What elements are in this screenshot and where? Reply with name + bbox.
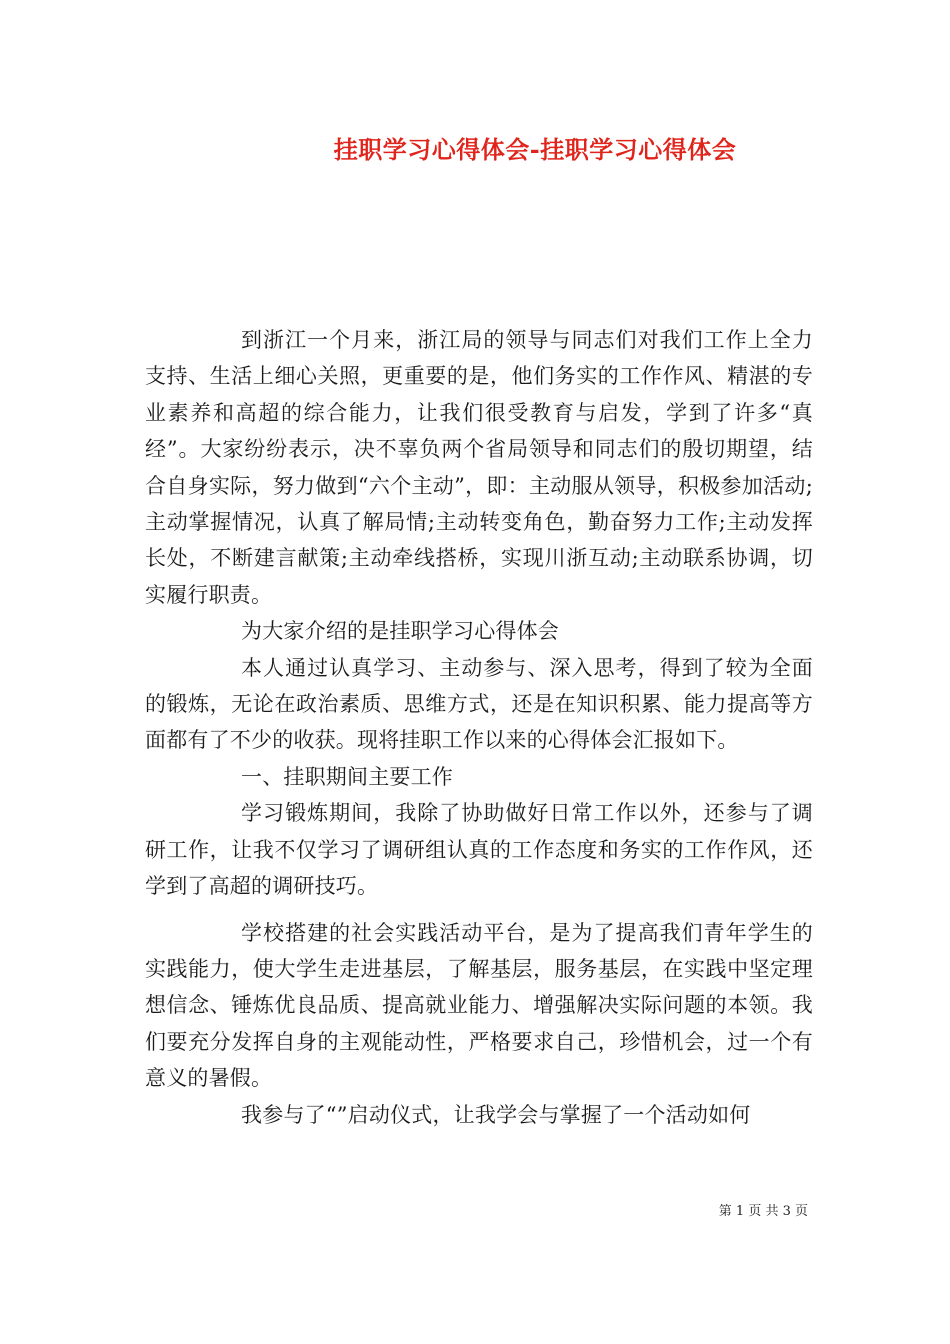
paragraph-practice: 学校搭建的社会实践活动平台，是为了提高我们青年学生的实践能力，使大学生走进基层，了解基层，服务基层，在实践中坚定理想信念、锤炼优良品质、提高就业能力、增强解决实际问题的本领。我们要充分发挥自身的主观能动性，严格要求自己，珍惜机会，过一个有意义的暑假。 (145, 920, 813, 1091)
paragraph-ceremony: 我参与了“”启动仪式，让我学会与掌握了一个活动如何 (241, 1102, 751, 1127)
document-body (145, 322, 813, 1133)
section-heading: 一、挂职期间主要工作 (241, 764, 453, 789)
page-number: 第 1 页 共 3 页 (718, 1204, 808, 1219)
page-title: 挂职学习心得体会-挂职学习心得体会 (333, 135, 737, 164)
paragraph-summary: 本人通过认真学习、主动参与、深入思考，得到了较为全面的锻炼，无论在政治素质、思维方式，还是在知识积累、能力提高等方面都有了不少的收获。现将挂职工作以来的心得体会汇报如下。 (145, 655, 813, 753)
paragraph-work: 学习锻炼期间，我除了协助做好日常工作以外，还参与了调研工作，让我不仅学习了调研组认真的工作态度和务实的工作作风，还学到了高超的调研技巧。 (145, 801, 813, 899)
paragraph-intro: 到浙江一个月来，浙江局的领导与同志们对我们工作上全力支持、生活上细心关照，更重要的是，他们务实的工作作风、精湛的专业素养和高超的综合能力，让我们很受教育与启发，学到了许多“真经”。大家纷纷表示，决不辜负两个省局领导和同志们的殷切期望，结合自身实际，努力做到“六个主动”，即：主动服从领导，积极参加活动;主动掌握情况，认真了解局情;主动转变角色，勤奋努力工作;主动发挥长处，不断建言献策;主动牵线搭桥，实现川浙互动;主动联系协调，切实履行职责。 (145, 328, 813, 607)
paragraph-introduction-line: 为大家介绍的是挂职学习心得体会 (241, 619, 559, 644)
